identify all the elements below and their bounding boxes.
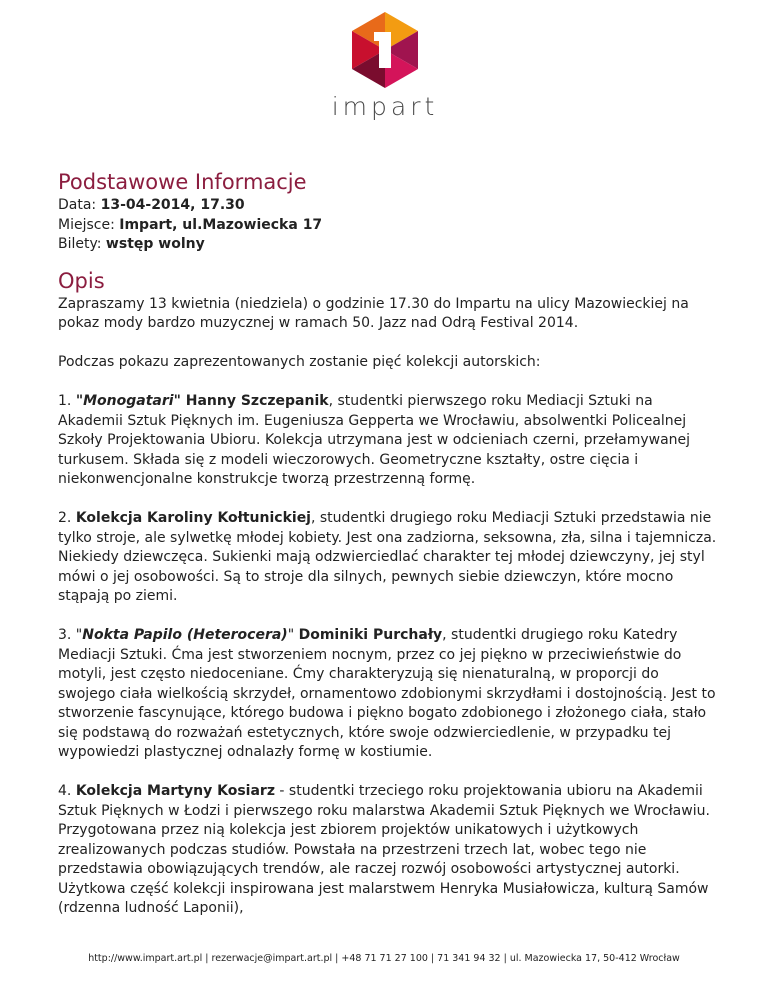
item-number: 3. ": [58, 627, 83, 643]
description-section: [58, 269, 718, 919]
tickets-value: wstęp wolny: [105, 236, 205, 252]
collection-author: Kolekcja Martyny Kosiarz: [75, 783, 275, 799]
item-number: 1.: [58, 393, 76, 409]
tickets-label: Bilety:: [58, 236, 106, 252]
tickets-line: [58, 235, 718, 255]
collection-item-3: [58, 626, 718, 763]
basic-info-heading: Podstawowe Informacje: [58, 170, 307, 194]
date-line: [58, 196, 718, 216]
place-label: Miejsce:: [58, 216, 120, 233]
quote-mark: ": [287, 627, 299, 643]
impart-logo: [330, 12, 440, 121]
collection-author: Kolekcja Karoliny Kołtunickiej: [75, 510, 311, 526]
logo-wordmark: impart: [331, 92, 439, 121]
collection-item-2: [58, 509, 718, 607]
item-number: 4.: [58, 783, 76, 799]
collection-title: Monogatari: [83, 393, 174, 409]
collection-text: , studentki drugiego roku Mediacji Sztuki przedstawia nie tylko stroje, ale sylwetkę młodej kobiety. Jest ona zadziorna, seksowna, zła, silna i tajemnicza. Niekiedy dziewczęca. Sukienki mają odzwierciedlać charakter tej młodej dziewczyny, jej styl mówi o jej osobowości. Są to stroje dla silnych, pewnych siebie dziewczyn, które mocno stąpają po ziemi.: [58, 510, 717, 604]
intro-paragraph: Zapraszamy 13 kwietnia (niedziela) o godzinie 17.30 do Impartu na ulicy Mazowieckiej na pokaz mody bardzo muzycznej w ramach 50. Jazz nad Odrą Festival 2014.: [58, 295, 689, 331]
place-line: [58, 216, 718, 236]
document-body: [58, 170, 718, 938]
date-value: 13-04-2014, 17.30: [100, 197, 245, 213]
quote-mark: ": [173, 393, 186, 409]
collection-title: Nokta Papilo (Heterocera): [82, 627, 288, 643]
impart-logo-icon: [352, 12, 418, 88]
collection-text: , studentki drugiego roku Katedry Mediacji Sztuki. Ćma jest stworzeniem nocnym, przez co jej piękno w przeciwieństwie do motyli, jest często niedoceniane. Ćmy charakteryzują się nienaturalną, w proporcji do swojego ciała wielkością skrzydeł, ornamentowo zdobionymi skrzydłami i dostojnością. Jest to stworzenie fascynujące, którego budowa i piękno bogato zdobionego i złożonego ciała, stało się podstawą do rozważań estetycznych, które swoje odzwierciedlenie, w przypadku tej wypowiedzi plastycznej odnalazły formę w kostiumie.: [58, 627, 716, 760]
collection-author: Dominiki Purchały: [298, 627, 443, 643]
collection-text: - studentki trzeciego roku projektowania ubioru na Akademii Sztuk Pięknych w Łodzi i pierwszego roku malarstwa Akademii Sztuk Pięknych we Wrocławiu. Przygotowana przez nią kolekcja jest zbiorem projektów unikatowych i użytkowych zrealizowanych podczas studiów. Powstała na przestrzeni trzech lat, wobec tego nie przedstawia obowiązujących trendów, ale raczej rozwój osobowości artystycznej autorki. Użytkowa część kolekcji inspirowana jest malarstwem Henryka Musiałowicza, kulturą Samów (rdzenna ludność Laponii),: [58, 783, 710, 916]
collection-item-1: [58, 392, 718, 490]
collection-author: Hanny Szczepanik: [185, 393, 329, 409]
description-heading: Opis: [58, 268, 105, 293]
page-footer: http://www.impart.art.pl | rezerwacje@impart.art.pl | +48 71 71 27 100 | 71 341 94 32 | ul. Mazowiecka 17, 50-412 Wrocław: [88, 953, 680, 964]
collection-item-4: [58, 782, 718, 919]
item-number: 2.: [58, 510, 76, 526]
quote-mark: ": [75, 393, 84, 409]
lead-paragraph: Podczas pokazu zaprezentowanych zostanie pięć kolekcji autorskich:: [58, 354, 541, 370]
date-label: Data:: [58, 197, 101, 213]
collection-text: , studentki pierwszego roku Mediacji Sztuki na Akademii Sztuk Pięknych im. Eugeniusza Gepperta we Wrocławiu, absolwentki Policealnej Szkoły Projektowania Ubioru. Kolekcja utrzymana jest w odcieniach czerni, przełamywanej turkusem. Składa się z modeli wieczorowych. Geometryczne kształty, ostre cięcia i niekonwencjonalne konstrukcje tworzą przestrzenną formę.: [58, 393, 691, 487]
place-value: Impart, ul.Mazowiecka 17: [119, 216, 323, 233]
